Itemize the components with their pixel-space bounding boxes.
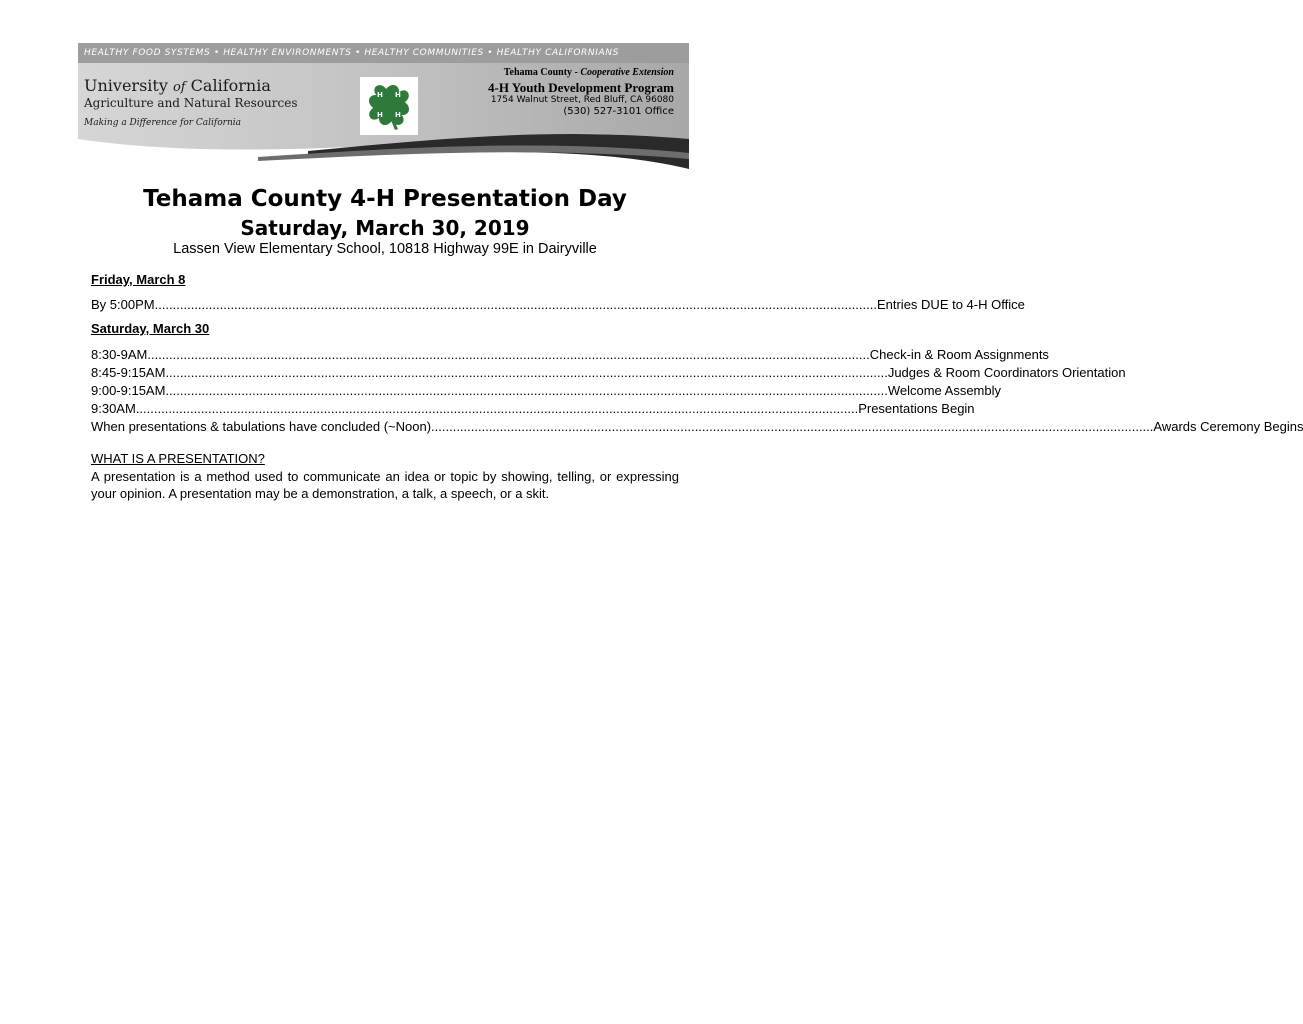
leader-dots: ........................................................................................................................................................................................................ bbox=[135, 401, 859, 416]
schedule-time: 9:00-9:15AM bbox=[91, 383, 166, 398]
schedule-activity: Awards Ceremony Begins bbox=[1153, 419, 1303, 434]
schedule-time: When presentations & tabulations have concluded (~Noon) bbox=[91, 419, 432, 434]
section-heading: WHAT IS A PRESENTATION? bbox=[91, 451, 265, 466]
event-date: Saturday, March 30, 2019 bbox=[240, 216, 530, 240]
schedule-activity: Entries DUE to 4-H Office bbox=[876, 297, 1025, 312]
schedule-activity: Presentations Begin bbox=[858, 401, 975, 416]
uc-subtitle: Agriculture and Natural Resources bbox=[84, 96, 298, 110]
uc-motto: Making a Difference for California bbox=[84, 118, 242, 128]
leader-dots: ........................................................................................................................................................................................................ bbox=[147, 347, 870, 362]
svg-text:H: H bbox=[395, 91, 401, 99]
svg-text:H: H bbox=[377, 111, 383, 119]
body-paragraph: A presentation is a method used to communicate an idea or topic by showing, telling, or expressing your opinion. A presentation may be a demonstration, a talk, a speech, or a skit. bbox=[91, 469, 679, 501]
cooperative-extension: Cooperative Extension bbox=[580, 67, 674, 78]
event-location: Lassen View Elementary School, 10818 Highway 99E in Dairyville bbox=[173, 241, 597, 257]
schedule-row bbox=[91, 400, 975, 417]
schedule-activity: Welcome Assembly bbox=[887, 383, 1001, 398]
leader-dots: ........................................................................................................................................................................................................ bbox=[431, 419, 1154, 434]
schedule-time: 8:30-9AM bbox=[91, 347, 148, 362]
program-name: 4-H Youth Development Program bbox=[488, 80, 674, 95]
schedule-activity: Judges & Room Coordinators Orientation bbox=[887, 365, 1126, 380]
leader-dots: ........................................................................................................................................................................................................ bbox=[154, 297, 877, 312]
schedule-row bbox=[91, 382, 1001, 399]
schedule-row bbox=[91, 346, 1049, 363]
four-h-clover-icon bbox=[360, 77, 418, 135]
county-name: Tehama County - bbox=[503, 67, 581, 78]
svg-text:H: H bbox=[395, 111, 401, 119]
leader-dots: ........................................................................................................................................................................................................ bbox=[165, 383, 888, 398]
schedule-row bbox=[91, 296, 1025, 313]
schedule-activity: Check-in & Room Assignments bbox=[869, 347, 1049, 362]
friday-heading: Friday, March 8 bbox=[91, 272, 186, 287]
schedule-row bbox=[91, 364, 1126, 381]
leader-dots: ........................................................................................................................................................................................................ bbox=[165, 365, 888, 380]
uc-logo-text bbox=[84, 76, 271, 95]
schedule-time: 9:30AM bbox=[91, 401, 136, 416]
schedule-time: By 5:00PM bbox=[91, 297, 155, 312]
page-title: Tehama County 4-H Presentation Day bbox=[143, 186, 627, 212]
svg-text:H: H bbox=[377, 91, 383, 99]
uc-name-part2: California bbox=[185, 76, 271, 95]
office-phone: (530) 527-3101 Office bbox=[563, 106, 674, 117]
county-line bbox=[504, 67, 674, 78]
banner-tagline: HEALTHY FOOD SYSTEMS • HEALTHY ENVIRONMENTS • HEALTHY COMMUNITIES • HEALTHY CALIFORNIANS bbox=[84, 48, 619, 58]
schedule-row bbox=[91, 418, 1303, 435]
schedule-time: 8:45-9:15AM bbox=[91, 365, 166, 380]
header-banner bbox=[78, 43, 689, 169]
uc-name-of: of bbox=[172, 80, 186, 95]
uc-name-part1: University bbox=[84, 76, 173, 95]
saturday-heading: Saturday, March 30 bbox=[91, 321, 210, 336]
office-address: 1754 Walnut Street, Red Bluff, CA 96080 bbox=[490, 95, 674, 105]
